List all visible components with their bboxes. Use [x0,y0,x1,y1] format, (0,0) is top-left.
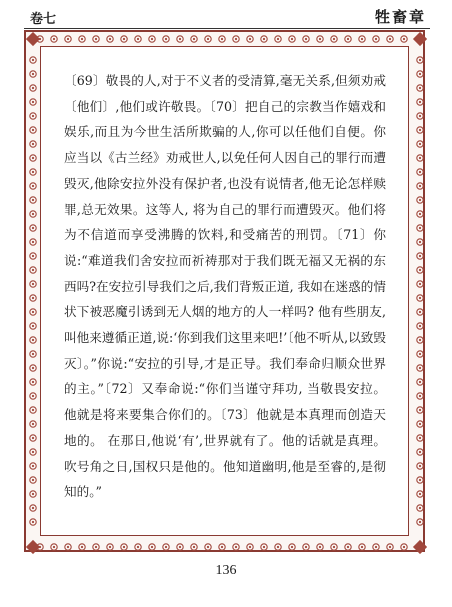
ornament-motif [417,393,423,399]
ornament-motif [30,337,36,343]
page-number: 136 [215,563,237,578]
ornament-motif [51,544,57,550]
scripture-text [64,68,386,505]
ornament-motif [30,477,36,483]
ornament-motif [275,544,281,550]
ornament-motif [149,544,155,550]
ornament-motif [417,477,423,483]
ornament-motif [30,407,36,413]
ornament-motif [205,544,211,550]
ornament-motif [30,379,36,385]
ornament-motif [417,57,423,63]
ornament-motif [107,36,113,42]
ornament-motif [417,421,423,427]
ornament-motif [417,519,423,525]
ornament-motif [65,544,71,550]
ornament-motif [373,36,379,42]
body-paragraph: 〔69〕敬畏的人,对于不义者的受清算,毫无关系,但须劝戒〔他们〕,他们或许敬畏。〔70〕把自己的宗教当作嬉戏和娱乐,而且为今世生活所欺骗的人,你可以任他们自便。你应当以《古兰经》劝戒世人,以免任何人因自己的罪行而遭毁灭,他除安拉外没有保护者,也没有说情者,他无论怎样赎罪,总无效果。这等人, 将为自己的罪行而遭毁灭。他们将为不信道而享受沸腾的饮料,和受痛苦的刑罚。〔71〕你说:“难道我们舍安拉而祈祷那对于我们既无福又无祸的东西吗?在安拉引导我们之后,我们背叛正道, 我如在迷惑的情状下被恶魔引诱到无人烟的地方的人一样吗? 他有些朋友,叫他来遵循正道,说:‘你到我们这里来吧!’〔他不听从,以致毁灭〕。”你说:“安拉的引导,才是正导。我们奉命归顺众世界的主。”〔72〕又奉命说:“你们当谨守拜功, 当敬畏安拉。 他就是将来要集合你们的。〔73〕他就是本真理而创造天地的。 在那日,他说‘有’,世界就有了。他的话就是真理。 吹号角之日,国权只是他的。他知道幽明,他是至睿的,是彻知的。” [64,73,386,500]
ornament-motif [417,295,423,301]
ornament-motif [205,36,211,42]
ornament-motif [417,505,423,511]
corner-ornament [413,32,427,46]
ornament-motif [417,253,423,259]
chapter-title: 牲畜章 [374,8,426,26]
ornament-motif [331,36,337,42]
ornament-motif [163,36,169,42]
ornament-motif [30,365,36,371]
ornament-motif [417,337,423,343]
ornament-motif [30,393,36,399]
ornament-motif [373,544,379,550]
ornament-motif [417,113,423,119]
ornament-motif [417,491,423,497]
ornament-motif [417,211,423,217]
ornament-motif [417,141,423,147]
ornament-motif [317,544,323,550]
ornament-motif [30,309,36,315]
ornament-motif [30,505,36,511]
ornament-motif [30,113,36,119]
ornament-motif [289,544,295,550]
ornament-motif [30,211,36,217]
ornament-motif [30,85,36,91]
ornament-motif [30,197,36,203]
ornament-motif [135,544,141,550]
ornament-motif [30,519,36,525]
ornament-motif [30,127,36,133]
ornament-motif [30,421,36,427]
ornament-motif [93,544,99,550]
ornament-motif [30,239,36,245]
ornament-motif [30,155,36,161]
ornament-motif [163,544,169,550]
ornament-motif [417,281,423,287]
ornament-motif [317,36,323,42]
ornament-motif [417,127,423,133]
ornament-motif [417,71,423,77]
ornament-motif [417,323,423,329]
ornament-motif [275,36,281,42]
ornament-motif [135,36,141,42]
ornament-motif [417,309,423,315]
ornament-motif [30,71,36,77]
ornament-motif [417,365,423,371]
ornament-motif [30,281,36,287]
ornament-motif [30,141,36,147]
ornament-motif [30,295,36,301]
ornament-motif [30,253,36,259]
ornament-motif [359,36,365,42]
ornament-motif [79,36,85,42]
ornament-motif [79,544,85,550]
ornament-motif [51,36,57,42]
ornament-motif [417,85,423,91]
ornament-motif [30,463,36,469]
ornament-motif [331,544,337,550]
ornament-motif [191,544,197,550]
ornament-motif [417,155,423,161]
ornament-motif [417,435,423,441]
ornament-motif [417,407,423,413]
ornament-motif [417,351,423,357]
ornament-motif [233,36,239,42]
ornament-motif [289,36,295,42]
ornament-motif [219,544,225,550]
ornament-motif [417,463,423,469]
ornament-motif [30,99,36,105]
ornament-motif [401,544,407,550]
ornament-motif [30,267,36,273]
ornament-motif [107,544,113,550]
ornament-motif [30,435,36,441]
ornament-motif [177,544,183,550]
ornament-motif [345,544,351,550]
ornament-motif [417,183,423,189]
ornament-motif [387,544,393,550]
ornament-motif [149,36,155,42]
ornament-motif [401,36,407,42]
header-rule [24,28,430,29]
running-header [24,6,430,26]
ornament-motif [261,36,267,42]
ornament-motif [417,169,423,175]
volume-label: 卷七 [30,12,57,27]
ornament-motif [345,36,351,42]
ornament-motif [303,36,309,42]
ornament-motif [387,36,393,42]
ornament-motif [233,544,239,550]
ornament-motif [121,36,127,42]
ornament-motif [30,323,36,329]
ornament-motif [30,491,36,497]
ornament-motif [30,169,36,175]
ornament-motif [417,99,423,105]
corner-ornament [413,540,427,554]
ornament-motif [417,267,423,273]
ornament-motif [303,544,309,550]
ornament-motif [417,379,423,385]
ornament-motif [30,183,36,189]
ornament-motif [93,36,99,42]
ornament-motif [30,225,36,231]
ornament-motif [121,544,127,550]
ornament-motif [191,36,197,42]
corner-ornament [26,540,40,554]
ornament-motif [261,544,267,550]
ornament-motif [177,36,183,42]
ornament-motif [65,36,71,42]
ornament-motif [219,36,225,42]
corner-ornament [26,32,40,46]
ornament-motif [417,225,423,231]
ornament-motif [247,36,253,42]
ornament-motif [417,449,423,455]
ornament-motif [30,351,36,357]
ornament-motif [247,544,253,550]
ornament-motif [30,449,36,455]
ornament-motif [30,57,36,63]
ornament-motif [359,544,365,550]
ornament-motif [417,239,423,245]
ornament-motif [417,197,423,203]
